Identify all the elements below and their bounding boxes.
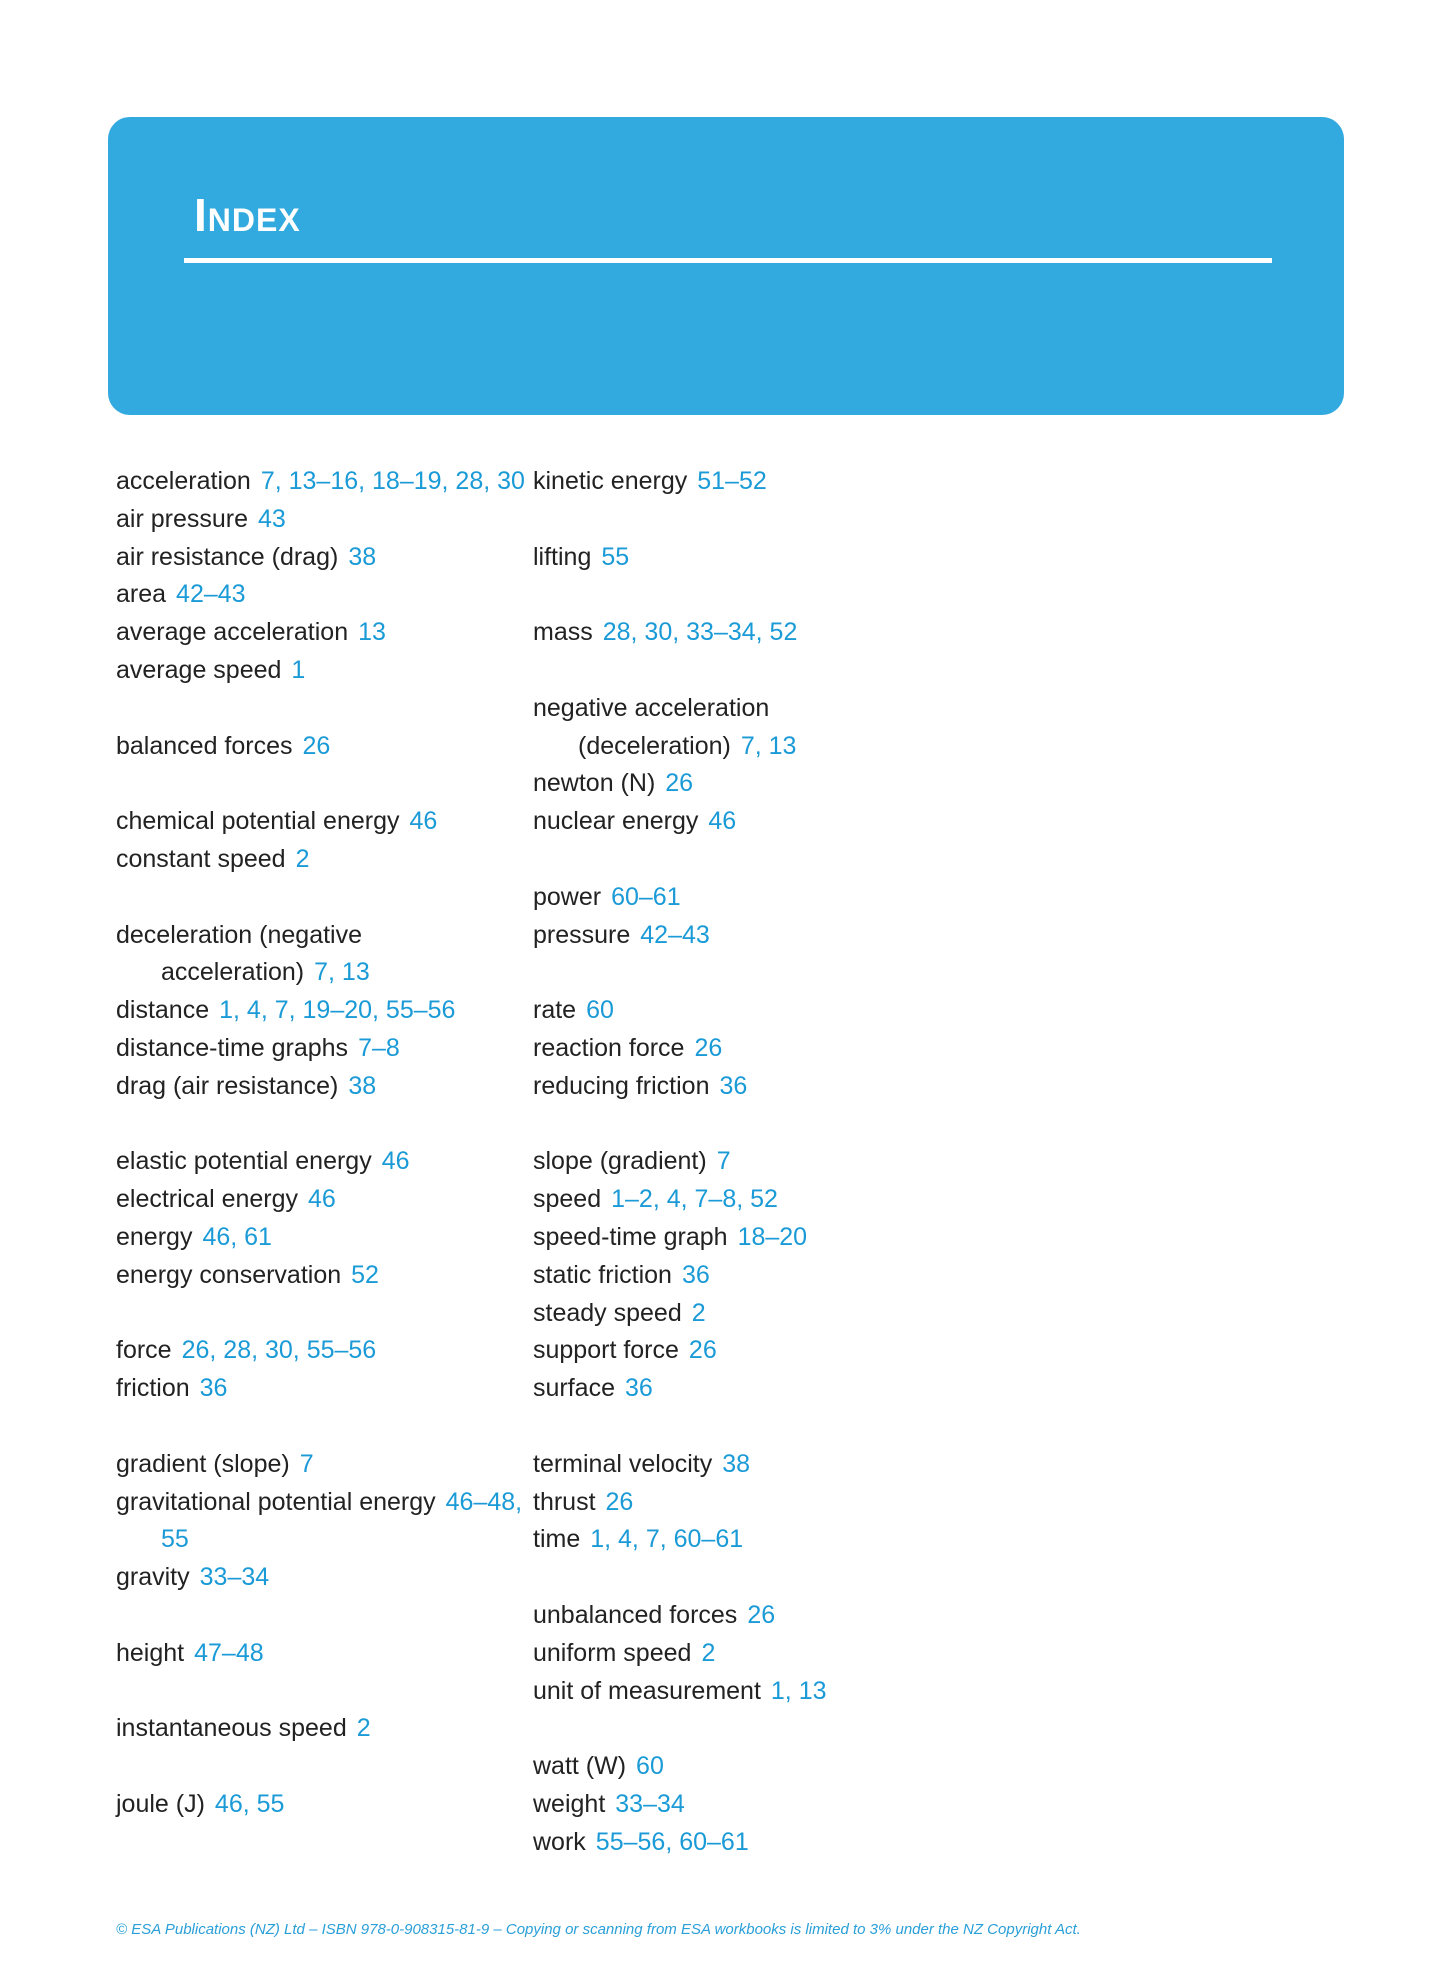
index-page-refs: 7 (716, 1147, 731, 1176)
index-letter-group (116, 1446, 536, 1597)
index-letter-group (116, 1710, 536, 1748)
index-letter-group (533, 690, 953, 841)
index-page-refs: 1, 4, 7, 60–61 (590, 1525, 744, 1554)
index-entry (116, 1181, 536, 1219)
index-entry (116, 1635, 536, 1673)
index-page-refs: 1 (291, 655, 306, 684)
index-term: speed-time graph (533, 1222, 728, 1251)
index-page-refs: 7 (299, 1449, 314, 1478)
index-entry (116, 1710, 536, 1748)
index-page-refs: 55–56, 60–61 (595, 1827, 749, 1856)
index-page-refs: 38 (348, 1071, 377, 1100)
index-page-refs: 51–52 (697, 467, 767, 495)
index-term: electrical energy (116, 1185, 299, 1214)
index-letter-group (533, 1748, 953, 1861)
index-page-refs: 36 (624, 1374, 653, 1403)
index-entry (116, 1786, 536, 1824)
index-term: kinetic energy (533, 467, 688, 495)
index-term: time (533, 1525, 581, 1554)
index-term: pressure (533, 920, 631, 949)
index-entry (533, 1219, 953, 1257)
index-page-refs: 1, 13 (770, 1676, 827, 1705)
index-entry (116, 728, 536, 766)
index-term: mass (533, 618, 593, 647)
index-letter-group (116, 1332, 536, 1408)
index-entry (116, 539, 536, 577)
index-page-refs: 46 (708, 807, 737, 836)
index-page-refs: 7, 13 (740, 731, 797, 760)
index-term: gravity (116, 1563, 190, 1592)
index-page-refs: 28, 30, 33–34, 52 (602, 618, 798, 647)
index-entry (116, 841, 536, 879)
index-term: static friction (533, 1260, 672, 1289)
index-entry (533, 1635, 953, 1673)
index-term: gradient (slope) (116, 1449, 290, 1478)
index-page-refs: 26, 28, 30, 55–56 (181, 1336, 377, 1365)
index-page-refs: 7, 13–16, 18–19, 28, 30 (260, 467, 525, 495)
index-entry (116, 1484, 536, 1560)
index-term: weight (533, 1789, 606, 1818)
index-entry (116, 652, 536, 690)
index-term: joule (J) (116, 1789, 205, 1818)
copyright-footer: © ESA Publications (NZ) Ltd – ISBN 978-0-908315-81-9 – Copying or scanning from ESA workbooks is limited to 3% under the NZ Copyright Act. (116, 1921, 1081, 1938)
index-page-refs: 47–48 (194, 1638, 264, 1667)
index-entry (116, 1370, 536, 1408)
index-term: reducing friction (533, 1071, 710, 1100)
index-entry (116, 992, 536, 1030)
index-term: speed (533, 1185, 602, 1214)
index-page-refs: 52 (351, 1260, 379, 1289)
index-letter-group (116, 1786, 536, 1824)
index-entry (116, 1332, 536, 1370)
index-page-refs: 42–43 (176, 580, 246, 609)
index-letter-group (116, 1143, 536, 1294)
index-entry (533, 765, 953, 803)
index-term: gravitational potential energy (116, 1487, 436, 1516)
index-entry (533, 1143, 953, 1181)
index-term: lifting (533, 542, 592, 571)
index-entry (533, 1521, 953, 1559)
index-letter-group (116, 463, 536, 690)
index-letter-group (533, 463, 953, 501)
index-entry (533, 690, 953, 766)
index-entry (116, 1143, 536, 1181)
index-entry (533, 1597, 953, 1635)
index-term: constant speed (116, 844, 286, 873)
index-term: acceleration (116, 467, 251, 495)
title-underline (184, 258, 1272, 263)
index-letter-group (533, 1597, 953, 1710)
index-page-refs: 1, 4, 7, 19–20, 55–56 (219, 996, 456, 1025)
index-term: unit of measurement (533, 1676, 761, 1705)
index-entry (533, 1824, 953, 1862)
index-term: distance-time graphs (116, 1033, 349, 1062)
index-page-refs: 36 (681, 1260, 710, 1289)
index-term: watt (W) (533, 1752, 627, 1781)
index-page-refs: 1–2, 4, 7–8, 52 (611, 1185, 778, 1214)
index-page-refs: 26 (694, 1033, 723, 1062)
index-page-refs: 2 (701, 1638, 716, 1667)
header-banner (108, 117, 1344, 415)
index-letter-group (116, 803, 536, 879)
index-entry (533, 614, 953, 652)
index-term: reaction force (533, 1033, 685, 1062)
index-page-refs: 2 (356, 1714, 371, 1743)
index-term: friction (116, 1374, 190, 1403)
index-entry (533, 1484, 953, 1522)
index-entry (116, 501, 536, 539)
index-term: work (533, 1827, 586, 1856)
index-entry (533, 917, 953, 955)
index-entry (533, 1332, 953, 1370)
index-letter-group (533, 992, 953, 1105)
index-entry (116, 1559, 536, 1597)
index-term: balanced forces (116, 731, 293, 760)
index-term: energy (116, 1222, 193, 1251)
index-column-left (116, 463, 536, 1861)
index-entry (116, 1219, 536, 1257)
index-page-refs: 26 (747, 1600, 776, 1629)
index-entry (116, 1257, 536, 1295)
index-term: instantaneous speed (116, 1714, 347, 1743)
index-term: unbalanced forces (533, 1600, 738, 1629)
index-entry (533, 1446, 953, 1484)
index-page-refs: 46 (409, 807, 438, 836)
index-term: nuclear energy (533, 807, 699, 836)
index-page-refs: 36 (719, 1071, 748, 1100)
index-entry (533, 463, 953, 501)
index-entry (533, 1181, 953, 1219)
index-term: distance (116, 996, 210, 1025)
index-entry (116, 917, 536, 993)
index-entry (533, 1068, 953, 1106)
index-page-refs: 55 (601, 542, 630, 571)
index-term: uniform speed (533, 1638, 692, 1667)
index-term: negative acceleration (deceleration) (533, 693, 770, 760)
index-page-refs: 33–34 (615, 1789, 685, 1818)
index-entry (533, 1748, 953, 1786)
index-page-refs: 60 (586, 996, 614, 1025)
index-entry (116, 1030, 536, 1068)
index-page-refs: 18–20 (737, 1222, 808, 1251)
index-page-refs: 42–43 (640, 920, 710, 949)
index-page-refs: 26 (302, 731, 331, 760)
index-page-refs: 46 (308, 1185, 336, 1214)
index-page-refs: 46, 61 (202, 1222, 272, 1251)
index-page-refs: 60 (636, 1752, 664, 1781)
index-entry (533, 539, 953, 577)
index-entry (533, 803, 953, 841)
index-entry (533, 1295, 953, 1333)
index-term: air pressure (116, 504, 248, 533)
index-term: steady speed (533, 1298, 682, 1327)
index-entry (116, 803, 536, 841)
index-page-refs: 26 (665, 769, 694, 798)
index-term: air resistance (drag) (116, 542, 339, 571)
index-term: thrust (533, 1487, 596, 1516)
index-term: force (116, 1336, 172, 1365)
index-entry (116, 463, 536, 501)
index-term: chemical potential energy (116, 807, 400, 836)
index-entry (533, 1673, 953, 1711)
index-page-refs: 33–34 (199, 1563, 270, 1592)
index-entry (116, 1446, 536, 1484)
index-term: average speed (116, 655, 282, 684)
index-page-refs: 46, 55 (214, 1789, 285, 1818)
index-page-refs: 7, 13 (314, 958, 370, 987)
index-page-refs: 60–61 (611, 882, 681, 911)
index-term: energy conservation (116, 1260, 342, 1289)
index-letter-group (116, 917, 536, 1106)
index-letter-group (533, 539, 953, 577)
index-term: average acceleration (116, 618, 349, 647)
index-entry (533, 1257, 953, 1295)
index-term: area (116, 580, 167, 609)
index-entry (116, 614, 536, 652)
index-term: power (533, 882, 602, 911)
index-letter-group (116, 1635, 536, 1673)
index-term: slope (gradient) (533, 1147, 707, 1176)
index-term: newton (N) (533, 769, 656, 798)
index-entry (533, 1030, 953, 1068)
index-letter-group (533, 1446, 953, 1559)
index-page-refs: 26 (605, 1487, 634, 1516)
index-term: elastic potential energy (116, 1147, 372, 1176)
index-page-refs: 46 (381, 1147, 410, 1176)
index-entry (116, 576, 536, 614)
index-term: support force (533, 1336, 679, 1365)
index-entry (533, 1370, 953, 1408)
index-page-refs: 2 (691, 1298, 706, 1327)
index-entry (533, 1786, 953, 1824)
index-letter-group (533, 614, 953, 652)
index-page-refs: 2 (295, 844, 310, 873)
page-title: Index (194, 189, 301, 241)
index-entry (533, 879, 953, 917)
index-term: drag (air resistance) (116, 1071, 339, 1100)
index-page-refs: 7–8 (358, 1033, 400, 1062)
index-entry (116, 1068, 536, 1106)
index-page-refs: 36 (199, 1374, 228, 1403)
index-term: height (116, 1638, 185, 1667)
index-page-refs: 43 (258, 504, 286, 533)
index-letter-group (116, 728, 536, 766)
index-term: deceleration (negative acceleration) (116, 920, 362, 987)
index-letter-group (533, 879, 953, 955)
index-term: terminal velocity (533, 1449, 713, 1478)
index-page-refs: 38 (722, 1449, 751, 1478)
index-term: surface (533, 1374, 615, 1403)
index-entry (533, 992, 953, 1030)
index-page-refs: 26 (688, 1336, 717, 1365)
index-term: rate (533, 996, 577, 1025)
index-letter-group (533, 1143, 953, 1408)
index-page-refs: 13 (358, 618, 386, 647)
index-page-refs: 38 (348, 542, 377, 571)
index-page-refs: 46–48, 55 (161, 1487, 523, 1554)
index-column-right (533, 463, 953, 1899)
